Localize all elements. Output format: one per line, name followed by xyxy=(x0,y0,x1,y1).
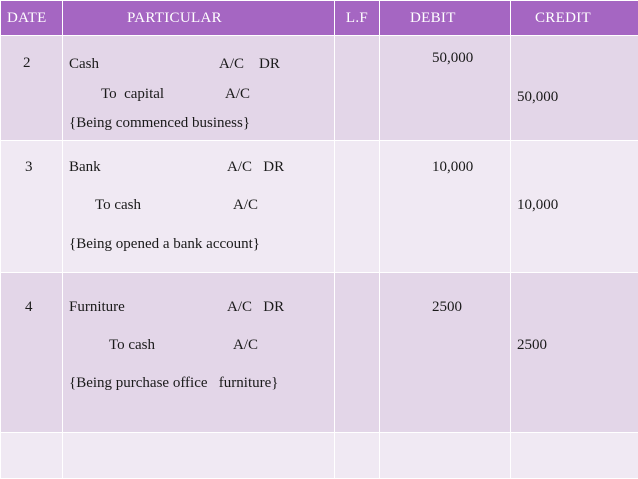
narration: {Being purchase office furniture} xyxy=(69,375,279,391)
entry-particular xyxy=(63,36,335,141)
entry-date xyxy=(1,141,63,273)
credit-account: To capital xyxy=(101,86,165,102)
debit-amount: 10,000 xyxy=(432,159,474,175)
empty-cell xyxy=(63,433,335,479)
narration: {Being opened a bank account} xyxy=(69,236,261,252)
entry-lf xyxy=(335,36,380,141)
entry-credit xyxy=(511,141,638,273)
header-credit: CREDIT xyxy=(511,1,638,36)
entry-debit xyxy=(380,36,511,141)
narration: {Being commenced business} xyxy=(69,115,251,131)
credit-amount: 2500 xyxy=(517,337,547,353)
empty-cell xyxy=(380,433,511,479)
debit-marker: A/C DR xyxy=(227,299,285,315)
table-row xyxy=(1,141,638,273)
empty-cell xyxy=(511,433,638,479)
empty-cell xyxy=(335,433,380,479)
debit-marker: A/C DR xyxy=(227,159,285,175)
table-row-empty xyxy=(1,433,638,479)
credit-marker: A/C xyxy=(233,197,259,213)
entry-date xyxy=(1,273,63,433)
entry-date-text: 3 xyxy=(25,159,33,175)
entry-particular xyxy=(63,141,335,273)
credit-marker: A/C xyxy=(233,337,259,353)
entry-debit xyxy=(380,273,511,433)
credit-account: To cash xyxy=(95,197,142,213)
header-lf: L.F xyxy=(335,1,380,36)
empty-cell xyxy=(1,433,63,479)
entry-credit xyxy=(511,36,638,141)
entry-date xyxy=(1,36,63,141)
entry-credit xyxy=(511,273,638,433)
entry-particular xyxy=(63,273,335,433)
header-particular: PARTICULAR xyxy=(63,1,335,36)
entry-debit xyxy=(380,141,511,273)
debit-amount: 50,000 xyxy=(432,50,474,66)
table-row xyxy=(1,36,638,141)
debit-account: Bank xyxy=(69,159,101,175)
entry-lf xyxy=(335,273,380,433)
entry-date-text: 2 xyxy=(23,55,31,71)
credit-account: To cash xyxy=(109,337,156,353)
table-row xyxy=(1,273,638,433)
debit-marker: A/C DR xyxy=(219,56,280,72)
credit-amount: 10,000 xyxy=(517,197,559,213)
header-row xyxy=(1,1,638,36)
debit-account: Furniture xyxy=(69,299,125,315)
debit-amount: 2500 xyxy=(432,299,462,315)
header-date: DATE xyxy=(1,1,63,36)
entry-lf xyxy=(335,141,380,273)
debit-account: Cash xyxy=(69,56,99,72)
credit-amount: 50,000 xyxy=(517,89,559,105)
header-debit: DEBIT xyxy=(380,1,511,36)
credit-marker: A/C xyxy=(225,86,251,102)
entry-date-text: 4 xyxy=(25,299,33,315)
